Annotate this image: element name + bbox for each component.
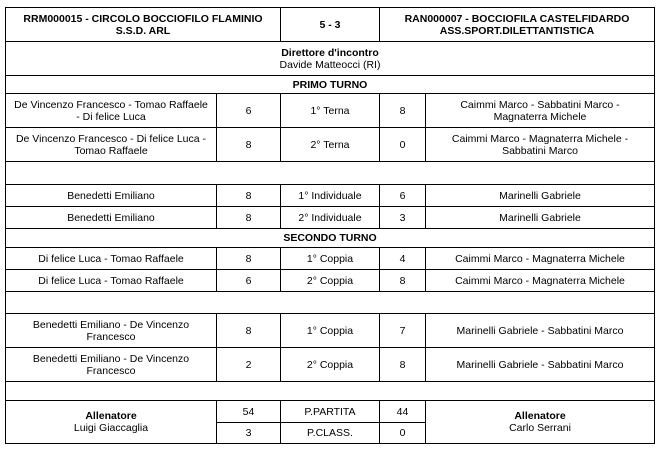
away-players-line: Sabbatini Marco: [502, 144, 578, 157]
home-team-name: RRM000015 - CIRCOLO BOCCIOFILO FLAMINIO: [23, 12, 263, 25]
home-score: 8: [217, 314, 281, 348]
spacer-row: [6, 162, 655, 185]
home-players-line: Di felice Luca - Tomao Raffaele: [38, 274, 184, 287]
match-row: [6, 185, 655, 207]
partita-away: 44: [380, 401, 426, 423]
final-score: 5 - 3: [281, 8, 380, 42]
footer-row-partita: [6, 401, 655, 423]
home-coach-cell: [6, 401, 217, 444]
home-players-line: Francesco: [86, 330, 136, 343]
away-players: [426, 185, 655, 207]
class-away: 0: [380, 423, 426, 444]
away-players: [426, 207, 655, 229]
home-score: 8: [217, 128, 281, 162]
home-players: [6, 314, 217, 348]
away-players-line: Caimmi Marco - Magnaterra Michele: [455, 252, 625, 265]
away-players: [426, 128, 655, 162]
match-type: 2° Individuale: [281, 207, 380, 229]
away-score: 6: [380, 185, 426, 207]
away-score: 4: [380, 248, 426, 270]
header-row: [6, 8, 655, 42]
away-score: 8: [380, 94, 426, 128]
match-row: [6, 270, 655, 292]
away-score: 7: [380, 314, 426, 348]
director-cell: [6, 42, 655, 76]
class-label: P.CLASS.: [281, 423, 380, 444]
away-players-line: Caimmi Marco - Sabbatini Marco -: [460, 98, 620, 111]
home-score: 8: [217, 207, 281, 229]
match-row: [6, 348, 655, 382]
home-players-line: Benedetti Emiliano: [67, 211, 155, 224]
director-label: Direttore d'incontro: [281, 46, 379, 59]
match-report-table: [5, 7, 655, 444]
home-players-line: Francesco: [86, 364, 136, 377]
home-players-line: Tomao Raffaele: [74, 144, 148, 157]
home-players: [6, 128, 217, 162]
away-players: [426, 248, 655, 270]
away-coach-cell: [426, 401, 655, 444]
home-players: [6, 270, 217, 292]
away-score: 8: [380, 348, 426, 382]
partita-home: 54: [217, 401, 281, 423]
home-coach-name: Luigi Giaccaglia: [73, 422, 149, 434]
match-type: 2° Coppia: [281, 348, 380, 382]
away-score: 3: [380, 207, 426, 229]
home-players: [6, 185, 217, 207]
partita-label: P.PARTITA: [281, 401, 380, 423]
away-coach-name: Carlo Serrani: [509, 422, 571, 434]
match-type: 2° Coppia: [281, 270, 380, 292]
match-type: 2° Terna: [281, 128, 380, 162]
match-type: 1° Terna: [281, 94, 380, 128]
home-players-line: - Di felice Luca: [76, 110, 146, 123]
home-team-cell: [6, 8, 281, 42]
match-type: 1° Individuale: [281, 185, 380, 207]
home-players-line: Di felice Luca - Tomao Raffaele: [38, 252, 184, 265]
turn-label-primo: PRIMO TURNO: [6, 76, 655, 94]
home-players-line: Benedetti Emiliano - De Vincenzo: [32, 318, 190, 331]
away-players-line: Marinelli Gabriele - Sabbatini Marco: [456, 324, 624, 337]
match-row: [6, 314, 655, 348]
class-home: 3: [217, 423, 281, 444]
home-score: 8: [217, 248, 281, 270]
home-players: [6, 248, 217, 270]
spacer-row: [6, 382, 655, 401]
director-row: [6, 42, 655, 76]
home-players-line: De Vincenzo Francesco - Tomao Raffaele: [14, 98, 208, 111]
director-name: Davide Matteocci (RI): [279, 58, 381, 71]
home-players-line: Benedetti Emiliano: [67, 189, 155, 202]
turn-label-secondo: SECONDO TURNO: [6, 229, 655, 248]
match-row: [6, 94, 655, 128]
home-score: 8: [217, 185, 281, 207]
match-row: [6, 248, 655, 270]
home-players-line: Benedetti Emiliano - De Vincenzo: [32, 352, 190, 365]
home-players: [6, 94, 217, 128]
match-row: [6, 207, 655, 229]
away-team-name: RAN000007 - BOCCIOFILA CASTELFIDARDO: [404, 12, 630, 25]
away-coach-label: Allenatore: [514, 410, 566, 422]
away-score: 8: [380, 270, 426, 292]
away-players-line: Marinelli Gabriele - Sabbatini Marco: [456, 358, 624, 371]
away-players-line: Caimmi Marco - Magnaterra Michele -: [451, 132, 629, 145]
match-type: 1° Coppia: [281, 248, 380, 270]
away-players-line: Caimmi Marco - Magnaterra Michele: [455, 274, 625, 287]
home-team-subtitle: S.S.D. ARL: [115, 24, 171, 37]
turn-header-row: [6, 229, 655, 248]
away-players-line: Magnaterra Michele: [493, 110, 587, 123]
match-row: [6, 128, 655, 162]
away-team-cell: [380, 8, 655, 42]
home-players-line: De Vincenzo Francesco - Di felice Luca -: [15, 132, 207, 145]
away-players: [426, 314, 655, 348]
away-players-line: Marinelli Gabriele: [499, 189, 581, 202]
away-score: 0: [380, 128, 426, 162]
away-team-subtitle: ASS.SPORT.DILETTANTISTICA: [439, 24, 595, 37]
away-players-line: Marinelli Gabriele: [499, 211, 581, 224]
spacer-row: [6, 292, 655, 314]
away-players: [426, 94, 655, 128]
turn-header-row: [6, 76, 655, 94]
home-score: 2: [217, 348, 281, 382]
away-players: [426, 348, 655, 382]
away-players: [426, 270, 655, 292]
home-score: 6: [217, 94, 281, 128]
home-coach-label: Allenatore: [85, 410, 137, 422]
home-score: 6: [217, 270, 281, 292]
home-players: [6, 348, 217, 382]
home-players: [6, 207, 217, 229]
match-type: 1° Coppia: [281, 314, 380, 348]
